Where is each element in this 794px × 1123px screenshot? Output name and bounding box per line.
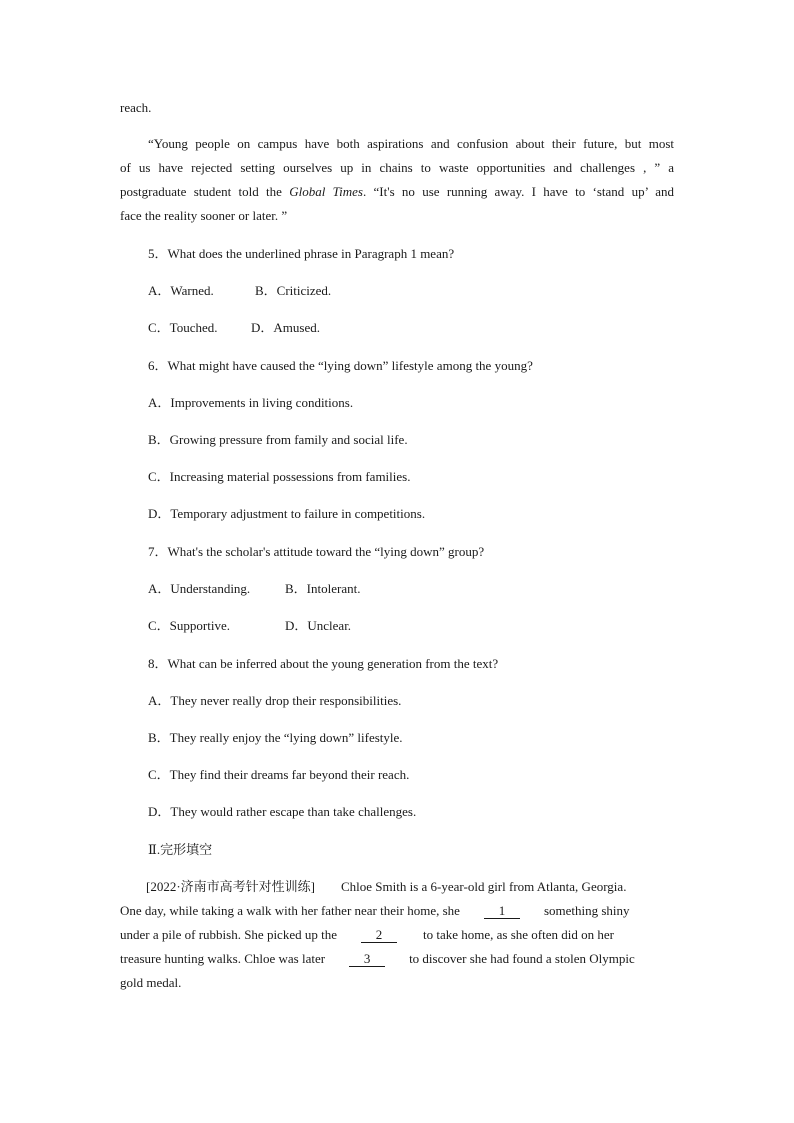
- option-row: [120, 279, 454, 303]
- paragraph-text: treasure hunting walks. Chloe was later: [120, 951, 326, 966]
- question-stem: 5．What does the underlined phrase in Paragraph 1 mean?: [148, 246, 455, 261]
- option-d[interactable]: D．Unclear.: [285, 618, 352, 633]
- cloze-blank-1[interactable]: 1: [484, 903, 520, 919]
- paragraph-line: [120, 180, 674, 204]
- option-a[interactable]: A．Improvements in living conditions.: [148, 395, 354, 410]
- option-c[interactable]: C．They find their dreams far beyond their reach.: [148, 767, 410, 782]
- section-heading: Ⅱ.完形填空: [148, 842, 213, 857]
- question-6: [120, 354, 533, 526]
- question-stem: 8．What can be inferred about the young generation from the text?: [148, 656, 499, 671]
- option-b[interactable]: B．Criticized.: [255, 283, 332, 298]
- paragraph-text: to discover she had found a stolen Olympic: [409, 951, 635, 966]
- paragraph-line: [120, 923, 674, 947]
- paragraph-text: postgraduate student told the: [120, 184, 290, 199]
- option-c[interactable]: C．Supportive.: [148, 618, 230, 633]
- cloze-passage: [120, 875, 674, 995]
- option-a[interactable]: A．Understanding.: [148, 581, 251, 596]
- paragraph-text: under a pile of rubbish. She picked up the: [120, 927, 337, 942]
- paragraph-line: [120, 947, 674, 971]
- option-row: [120, 614, 484, 638]
- paragraph-text: One day, while taking a walk with her father near their home, she: [120, 903, 460, 918]
- paragraph-text: . “It's no use running away. I have to ‘stand up’ and: [362, 184, 674, 199]
- question-stem: 7．What's the scholar's attitude toward the “lying down” group?: [148, 544, 485, 559]
- paragraph-text: something shiny: [543, 903, 630, 918]
- option-a[interactable]: A．They never really drop their responsibilities.: [148, 693, 402, 708]
- option-row: [120, 577, 484, 601]
- cloze-blank-2[interactable]: 2: [361, 927, 397, 943]
- option-a[interactable]: A．Warned.: [148, 283, 214, 298]
- paragraph-text: to take home, as she often did on her: [422, 927, 614, 942]
- newspaper-title: Global Times: [289, 184, 363, 199]
- option-d[interactable]: D．Temporary adjustment to failure in competitions.: [148, 506, 426, 521]
- paragraph-line: [120, 899, 674, 923]
- question-stem: 6．What might have caused the “lying down” lifestyle among the young?: [148, 358, 533, 373]
- option-c[interactable]: C．Touched.: [148, 320, 218, 335]
- paragraph-line: gold medal.: [120, 975, 182, 990]
- question-8: [120, 652, 498, 824]
- passage-continuation: reach.: [120, 100, 152, 115]
- option-d[interactable]: D．They would rather escape than take challenges.: [148, 804, 417, 819]
- cloze-blank-3[interactable]: 3: [349, 951, 385, 967]
- paragraph-line: [120, 875, 674, 899]
- paragraph-text: Chloe Smith is a 6-year-old girl from Atlanta, Georgia.: [341, 879, 627, 894]
- option-c[interactable]: C．Increasing material possessions from families.: [148, 469, 411, 484]
- question-5: [120, 242, 454, 340]
- option-d[interactable]: D．Amused.: [251, 320, 320, 335]
- paragraph-line: “Young people on campus have both aspirations and confusion about their future, but most: [148, 136, 674, 151]
- passage-paragraph: [120, 132, 674, 228]
- paragraph-line: face the reality sooner or later. ”: [120, 208, 288, 223]
- option-row: [120, 316, 454, 340]
- option-b[interactable]: B．Intolerant.: [285, 581, 361, 596]
- source-tag: [2022·济南市高考针对性训练]: [146, 879, 315, 894]
- option-b[interactable]: B．They really enjoy the “lying down” lifestyle.: [148, 730, 403, 745]
- question-7: [120, 540, 484, 638]
- option-b[interactable]: B．Growing pressure from family and social life.: [148, 432, 408, 447]
- paragraph-line: of us have rejected setting ourselves up in chains to waste opportunities and challenges , ” a: [120, 160, 674, 175]
